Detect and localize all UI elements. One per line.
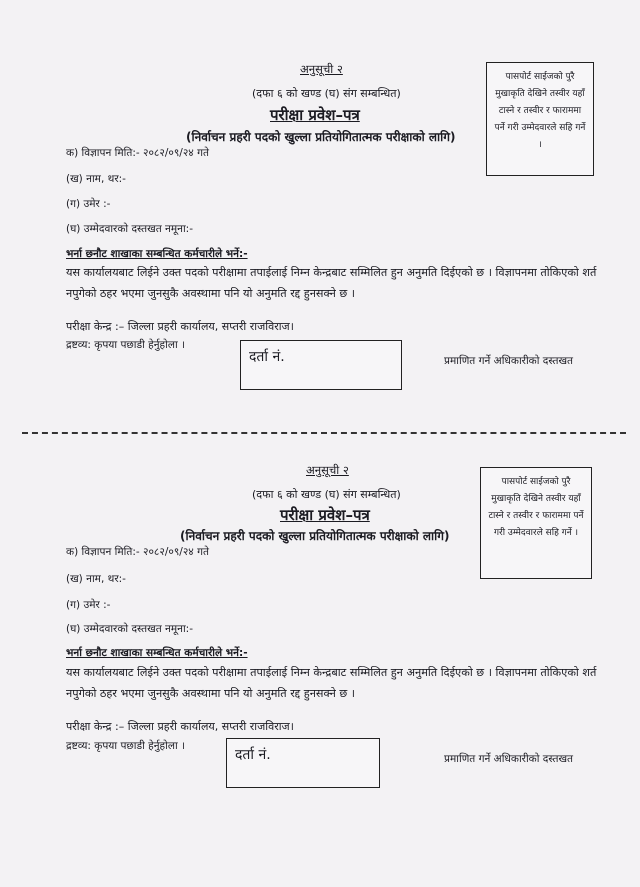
advertisement-date: क) विज्ञापन मिति:- २०८२/०९/२४ गते (66, 147, 209, 159)
clause-reference: (दफा ६ को खण्ड (घ) संग सम्बन्धित) (252, 87, 401, 100)
authority-signature-label: प्रमाणित गर्ने अधिकारीको दस्तखत (444, 355, 574, 367)
admit-card-bottom (0, 455, 640, 875)
permission-text: यस कार्यालयबाट लिईने उक्त पदको परीक्षामा तपाईलाई निम्न केन्द्रबाट सम्मिलित हुन अनुमति दिईएको छ । विज्ञापनमा तोकिएको शर्त नपुगेको ठहर भएमा जुनसुकै अवस्थामा पनि यो अनुमति रद्द हुनसक्ने छ । (66, 266, 597, 300)
photo-box (480, 467, 592, 579)
photo-box-instructions: पासपोर्ट साईजको पुरै मुखाकृति देखिने तस्वीर यहाँ टास्ने र तस्वीर र फाराममा पर्ने गरी उम्मेदवारले सहि गर्ने । (494, 72, 586, 150)
registration-number-box (240, 340, 402, 390)
photo-box-instructions: पासपोर्ट साईजको पुरै मुखाकृति देखिने तस्वीर यहाँ टास्ने र तस्वीर र फाराममा पर्ने गरी उम्मेदवारले सहि गर्ने । (488, 477, 584, 538)
note: द्रष्टव्य: कृपया पछाडी हेर्नुहोला । (66, 740, 186, 752)
registration-label: दर्ता नं. (249, 349, 285, 365)
schedule-label: अनुसूची २ (300, 62, 343, 76)
registration-number-box (226, 738, 380, 788)
signature-field-label: (घ) उम्मेदवारको दस्तखत नमूना:- (66, 223, 193, 235)
advertisement-date: क) विज्ञापन मिति:- २०८२/०९/२४ गते (66, 546, 209, 558)
schedule-label: अनुसूची २ (306, 463, 349, 477)
name-field-label: (ख) नाम, थर:- (66, 173, 126, 185)
age-field-label: (ग) उमेर :- (66, 599, 111, 611)
registration-label: दर्ता नं. (235, 747, 271, 763)
page-title: परीक्षा प्रवेश–पत्र (270, 106, 360, 124)
signature-field-label: (घ) उम्मेदवारको दस्तखत नमूना:- (66, 623, 193, 635)
section-heading: भर्ना छनौट शाखाका सम्बन्धित कर्मचारीले भर्ने:- (66, 647, 248, 659)
note: द्रष्टव्य: कृपया पछाडी हेर्नुहोला । (66, 339, 186, 351)
name-field-label: (ख) नाम, थर:- (66, 573, 126, 585)
photo-box (486, 62, 594, 176)
page-subtitle: (निर्वाचन प्रहरी पदको खुल्ला प्रतियोगितात्मक परीक्षाको लागि) (186, 130, 456, 144)
authority-signature-label: प्रमाणित गर्ने अधिकारीको दस्तखत (444, 753, 574, 765)
age-field-label: (ग) उमेर :- (66, 198, 111, 210)
cut-line (22, 432, 626, 434)
admit-card-top (0, 0, 640, 420)
exam-center: परीक्षा केन्द्र :– जिल्ला प्रहरी कार्यालय, सप्तरी राजविराज। (66, 720, 294, 733)
permission-text: यस कार्यालयबाट लिईने उक्त पदको परीक्षामा तपाईलाई निम्न केन्द्रबाट सम्मिलित हुन अनुमति दिईएको छ । विज्ञापनमा तोकिएको शर्त नपुगेको ठहर भएमा जुनसुकै अवस्थामा पनि यो अनुमति रद्द हुनसक्ने छ । (66, 666, 597, 700)
page-subtitle: (निर्वाचन प्रहरी पदको खुल्ला प्रतियोगितात्मक परीक्षाको लागि) (180, 529, 450, 543)
section-heading: भर्ना छनौट शाखाका सम्बन्धित कर्मचारीले भर्ने:- (66, 248, 248, 260)
page-title: परीक्षा प्रवेश–पत्र (280, 506, 370, 524)
clause-reference: (दफा ६ को खण्ड (घ) संग सम्बन्धित) (252, 488, 401, 501)
exam-center: परीक्षा केन्द्र :– जिल्ला प्रहरी कार्यालय, सप्तरी राजविराज। (66, 320, 294, 333)
